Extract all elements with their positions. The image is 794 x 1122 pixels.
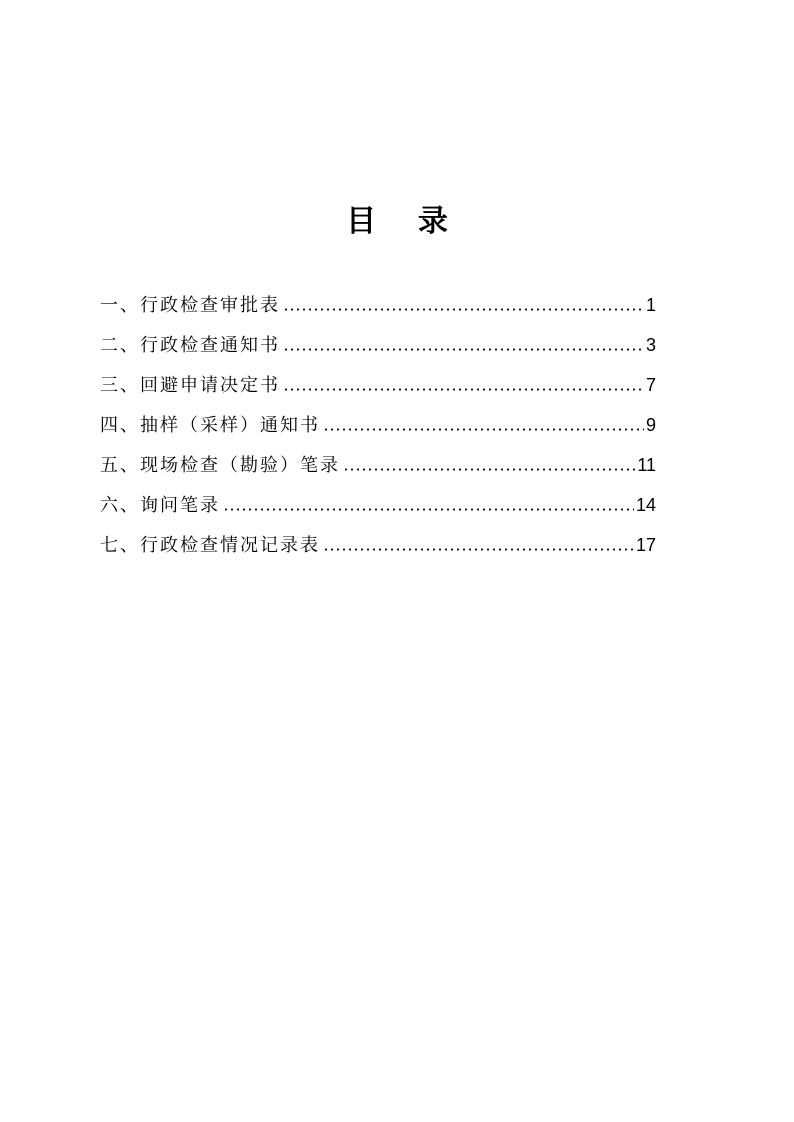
toc-entry-page-number: 11 (637, 455, 656, 475)
dot-leader (283, 348, 644, 351)
toc-entry[interactable] (100, 285, 656, 325)
dot-leader (323, 428, 644, 431)
toc-entry-label: 三、回避申请决定书 (100, 375, 280, 396)
toc-entry-label: 二、行政检查通知书 (100, 335, 280, 356)
toc-title: 目 录 (346, 204, 448, 239)
dot-leader (343, 468, 635, 471)
toc-entry-label: 五、现场检查（勘验）笔录 (100, 455, 340, 476)
toc-entry-label: 四、抽样（采样）通知书 (100, 415, 320, 436)
dot-leader (283, 308, 644, 311)
toc-entry[interactable] (100, 445, 656, 485)
dot-leader (283, 388, 644, 391)
toc-entry[interactable] (100, 365, 656, 405)
toc-entry-label: 六、询问笔录 (100, 495, 220, 516)
toc-entry-page-number: 17 (635, 535, 656, 555)
toc-list (100, 285, 656, 565)
dot-leader (323, 548, 634, 551)
toc-entry[interactable] (100, 325, 656, 365)
dot-leader (223, 508, 634, 511)
toc-entry-label: 七、行政检查情况记录表 (100, 535, 320, 556)
toc-entry-page-number: 9 (645, 415, 656, 435)
toc-entry-label: 一、行政检查审批表 (100, 295, 280, 316)
toc-entry-page-number: 7 (645, 375, 656, 395)
toc-entry[interactable] (100, 405, 656, 445)
toc-entry[interactable] (100, 525, 656, 565)
toc-entry-page-number: 1 (645, 295, 656, 315)
toc-entry[interactable] (100, 485, 656, 525)
toc-entry-page-number: 3 (645, 335, 656, 355)
toc-entry-page-number: 14 (635, 495, 656, 515)
